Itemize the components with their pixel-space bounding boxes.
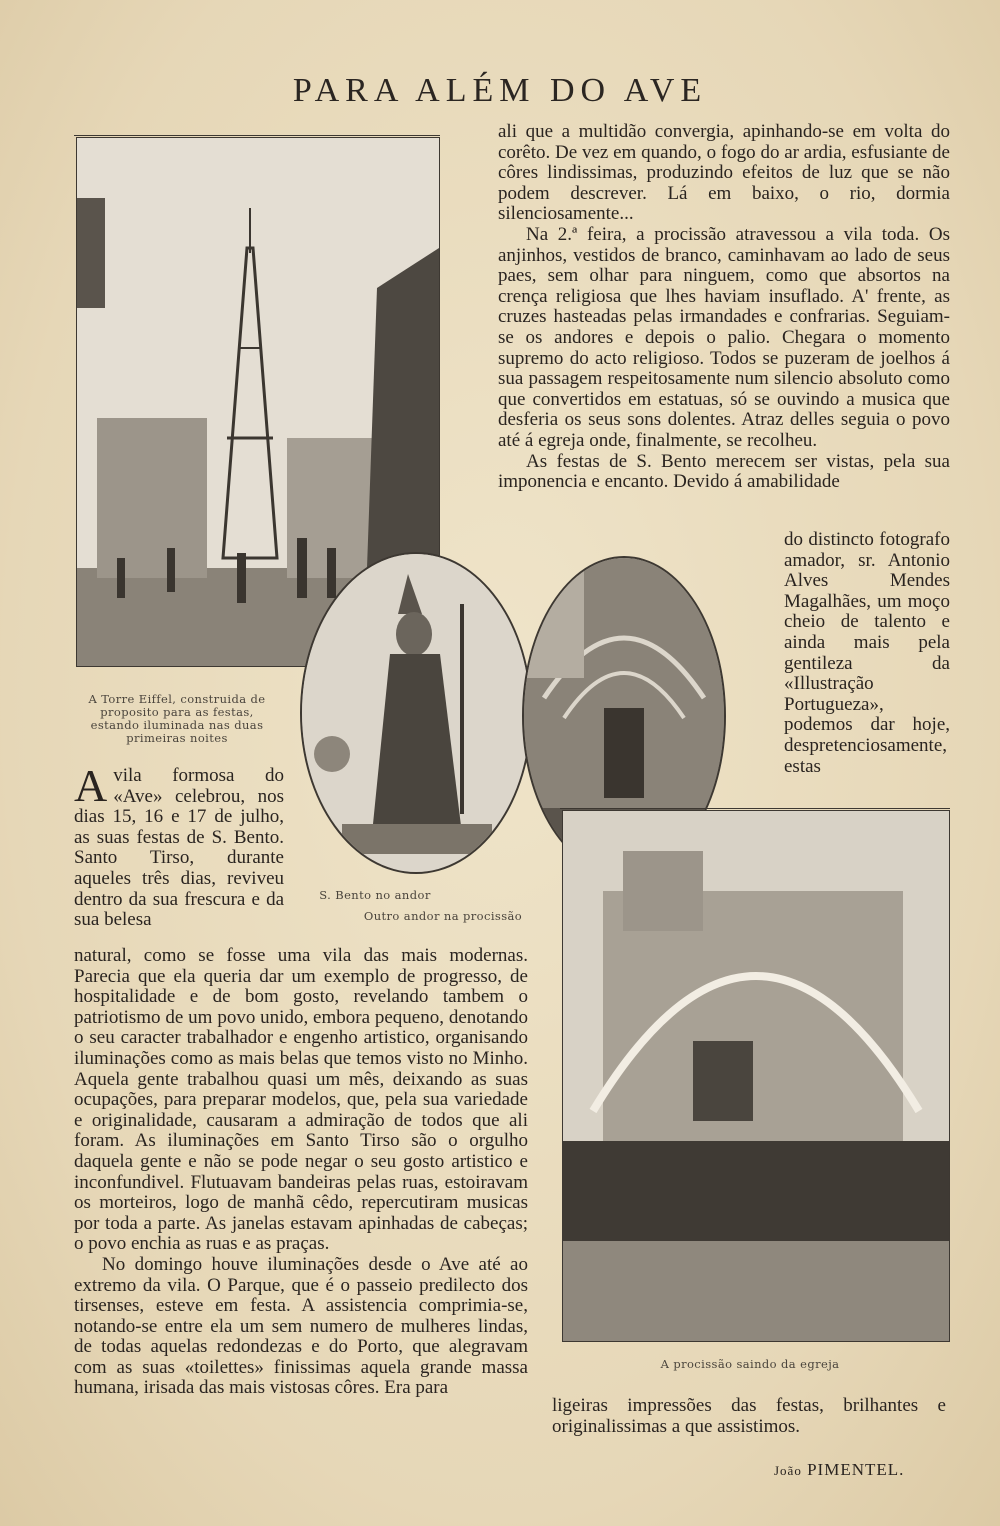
- photo-frame-rule: [74, 135, 440, 136]
- paragraph: [74, 760, 284, 931]
- caption-s-bento: S. Bento no andor: [319, 888, 431, 902]
- article-left-column-wide: [74, 946, 528, 1399]
- article-right-column-wrap: [784, 530, 950, 777]
- paragraph: No domingo houve iluminações desde o Ave até ao extremo da vila. O Parque, que é o passeio predilecto dos tirsenses, esteve em festa. A assistencia comprimia-se, notando-se entre ela um sem numero de mulheres lindas, de todas aquelas redondezas e do Porto, que alegravam com as suas «toilettes» finissimas aquela grande massa humana, irisada das mais vistosas côres. Era para: [74, 1253, 528, 1399]
- author-signature: [774, 1460, 904, 1480]
- paragraph: ligeiras impressões das festas, brilhantes e originalissimas a que assistimos.: [552, 1395, 946, 1437]
- paragraph: natural, como se fosse uma vila das mais modernas. Parecia que ela queria dar um exemplo de progresso, de hospitalidade e de bom gosto, revelando tambem o patriotismo de um povo unido, embora pequeno, denotando o seu caracter trabalhador e engenho artistico, organisando iluminações como as mais belas que temos visto no Minho. Aquela gente trabalhou quasi um mês, deixando as suas ocupações, para preparar modelos, que, pela sua variedade e originalidade, causaram a admiração de todos que ali foram. As iluminações em Santo Tirso são o orgulho daquela gente e não se pode negar o seu gosto artistico e inconfundivel. Flutuavam bandeiras pelas ruas, estoiravam os morteiros, logo de manhã cêdo, repercutiram musicas por toda a parte. As janelas estavam apinhadas de cabeças; o povo enchia as ruas e as praças.: [74, 945, 528, 1255]
- church-procession-icon: [563, 811, 949, 1341]
- drop-cap: A: [74, 760, 108, 811]
- paragraph: ali que a multidão convergia, apinhando-se em volta do corêto. De vez em quando, o fogo do ar ardia, esfusiante de côres lindissimas, produzindo efeitos de luz que se não podem descrever. Lá em baixo, o rio, dormia silenciosamente...: [498, 121, 950, 225]
- caption-outro-andor: Outro andor na procissão: [363, 909, 523, 923]
- paragraph-text: vila formosa do «Ave» celebrou, nos dias 15, 16 e 17 de julho, as suas festas de S. Bento. Santo Tirso, durante aqueles três dias, reviveu dentro da sua frescura e da sua belesa: [74, 765, 284, 931]
- paragraph: do distincto fotografo amador, sr. Antonio Alves Mendes Magalhães, um moço cheio de talento e ainda mais pela gentileza da «Illustração Portugueza», podemos dar hoje, despretenciosamente, estas: [784, 529, 950, 777]
- saint-statue-photo: [300, 552, 532, 874]
- article-right-column-top: [498, 122, 950, 493]
- photo-frame-rule: [560, 808, 950, 809]
- caption-torre-eiffel: A Torre Eiffel, construida de proposito para as festas, estando iluminada nas duas primeiras noites: [88, 692, 266, 745]
- author-last-name: PIMENTEL.: [807, 1460, 905, 1479]
- page-title: PARA ALÉM DO AVE: [292, 72, 708, 109]
- church-procession-photo: [562, 810, 950, 1342]
- article-left-column-narrow: [74, 760, 284, 931]
- saint-statue-icon: [302, 554, 530, 872]
- author-first-name: João: [774, 1463, 802, 1478]
- caption-procissao: A procissão saindo da egreja: [660, 1357, 840, 1371]
- paragraph: As festas de S. Bento merecem ser vistas, pela sua imponencia e encanto. Devido á amabilidade: [498, 450, 950, 493]
- paragraph: Na 2.ª feira, a procissão atravessou a vila toda. Os anjinhos, vestidos de branco, caminhavam ao lado de seus paes, sem olhar para ninguem, como que absortos na crença religiosa que lhes haviam insuflado. A' frente, as cruzes hasteadas pelas irmandades e confrarias. Seguiam-se os andores e depois o palio. Chegara o momento supremo do acto religioso. Todos se puzeram de joelhos á sua passagem respeitosamente num silencio absoluto como que convertidos em estatuas, só se ouvindo a musica que desferia os seus sons dolentes. Atraz delles seguia o povo até á egreja onde, finalmente, se recolheu.: [498, 223, 950, 451]
- article-right-column-bottom: [552, 1396, 946, 1437]
